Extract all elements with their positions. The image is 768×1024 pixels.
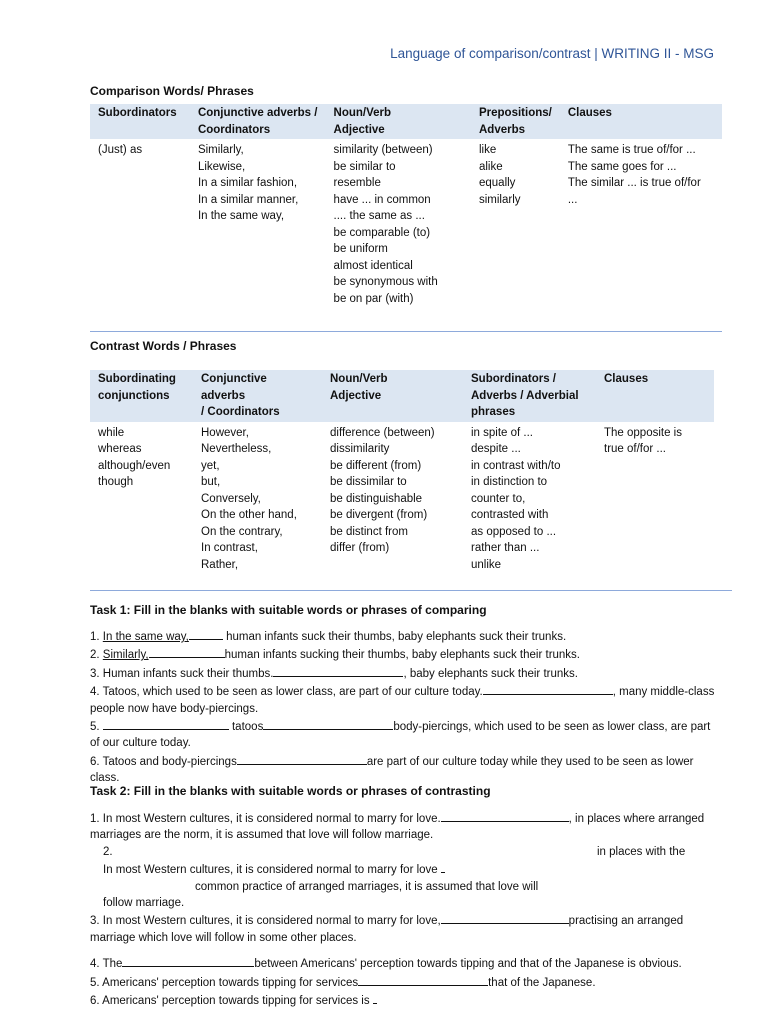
task2-body	[90, 809, 716, 1009]
task2-title: Task 2: Fill in the blanks with suitable words or phrases of contrasting	[90, 784, 491, 798]
contrast-table	[90, 370, 714, 573]
task1-blank-5a[interactable]	[103, 717, 229, 730]
task2-item-1: 1. In most Western cultures, it is considered normal to marry for love. , in places where arranged marriages are the norm, it is assumed that love will follow marriage.	[90, 809, 716, 844]
task1-answer-1: In the same way,	[102, 631, 189, 643]
task2-item-2: 2. in places with the	[103, 845, 686, 858]
task2-item-4: 4. The between Americans' perception towards tipping and that of the Japanese is obvious.	[90, 954, 716, 972]
contrast-header-row	[90, 370, 714, 422]
comparison-header-conjunctive: Conjunctive adverbs / Coordinators	[190, 104, 326, 139]
task1-item-3: 3. Human infants suck their thumbs. , baby elephants suck their trunks.	[90, 664, 716, 682]
contrast-title: Contrast Words / Phrases	[90, 339, 237, 353]
task1-item-5: 5. tatoos body-piercings, which used to be seen as lower class, are part of our culture today.	[90, 717, 716, 752]
comparison-cell-clauses: The same is true of/for ... The same goes for ... The similar ... is true of/for ...	[567, 144, 701, 206]
section-divider	[90, 331, 722, 332]
task2-item-3: 3. In most Western cultures, it is considered normal to marry for love, practising an arranged marriage which love will follow in some other places.	[90, 911, 716, 946]
contrast-cell-clauses: The opposite is true of/for ...	[604, 426, 682, 455]
contrast-header-subordinators-adverbs: Subordinators / Adverbs / Adverbial phrases	[463, 370, 596, 422]
document-header: Language of comparison/contrast | WRITING II - MSG	[390, 46, 714, 61]
comparison-cell-conjunctive: Similarly, Likewise, In a similar fashion, In a similar manner, In the same way,	[197, 144, 299, 222]
task1-answer-2: Similarly,	[102, 649, 149, 662]
task2-blank-4[interactable]	[122, 954, 254, 967]
comparison-header-row	[90, 104, 722, 139]
contrast-header-conjunctive: Conjunctive adverbs / Coordinators	[193, 370, 322, 422]
task2-blank-1[interactable]	[441, 809, 569, 822]
section-divider-2	[90, 590, 732, 591]
comparison-body-row	[90, 139, 722, 307]
task1-item-2: 2. Similarly, human infants sucking their thumbs, baby elephants suck their trunks.	[90, 645, 716, 663]
task2-blank-3[interactable]	[441, 911, 569, 924]
contrast-header-clauses: Clauses	[596, 370, 714, 422]
comparison-header-prepositions: Prepositions/ Adverbs	[471, 104, 560, 139]
contrast-cell-subordinators-adverbs: in spite of ... despite ... in contrast with/to in distinction to counter to, contrasted with as opposed to ... rather than ... unlike	[471, 426, 561, 571]
task1-blank-3[interactable]	[273, 664, 403, 677]
task1-blank-2[interactable]	[149, 645, 225, 658]
task2-blank-5[interactable]	[358, 973, 488, 986]
task1-blank-5b[interactable]	[263, 717, 393, 730]
task2-item-2-line2: common practice of arranged marriages, it is assumed that love will	[195, 880, 539, 893]
task1-item-1: 1. In the same way, human infants suck their thumbs, baby elephants suck their trunks.	[90, 627, 716, 645]
task2-item-2-line3: follow marriage.	[103, 897, 185, 910]
task1-blank-4[interactable]	[483, 682, 613, 695]
comparison-cell-noun-verb: similarity (between) be similar to resemble have ... in common .... the same as ... be comparable (to) be uniform almost identical be synonymous with be on par (with)	[333, 144, 438, 305]
task2-item-6: 6. Americans' perception towards tipping for services is	[90, 991, 716, 1009]
task1-body	[90, 627, 716, 787]
comparison-header-clauses: Clauses	[560, 104, 722, 139]
comparison-cell-subordinators: (Just) as	[98, 144, 143, 156]
comparison-title: Comparison Words/ Phrases	[90, 84, 254, 98]
task1-blank-1[interactable]	[189, 627, 223, 640]
contrast-cell-subordinating: while whereas although/even though	[98, 426, 171, 488]
task1-blank-6[interactable]	[237, 752, 367, 765]
contrast-cell-conjunctive: However, Nevertheless, yet, but, Conversely, On the other hand, On the contrary, In contrast, Rather,	[201, 426, 297, 571]
task1-item-6: 6. Tatoos and body-piercings are part of our culture today while they used to be seen as lower class.	[90, 752, 716, 787]
comparison-cell-prepositions: like alike equally similarly	[478, 144, 521, 206]
task2-blank-2[interactable]	[441, 860, 445, 873]
comparison-header-noun-verb: Noun/Verb Adjective	[326, 104, 471, 139]
contrast-header-subordinating: Subordinating conjunctions	[90, 370, 193, 422]
task2-blank-6[interactable]	[373, 991, 377, 1004]
task1-title: Task 1: Fill in the blanks with suitable words or phrases of comparing	[90, 603, 487, 617]
task2-item-2-line1: In most Western cultures, it is considered normal to marry for love	[90, 860, 716, 878]
task2-item-5: 5. Americans' perception towards tipping for services that of the Japanese.	[90, 973, 716, 991]
task1-item-4: 4. Tatoos, which used to be seen as lower class, are part of our culture today. , many middle-class people now have body-piercings.	[90, 682, 716, 717]
comparison-table	[90, 104, 722, 307]
contrast-cell-noun-verb: difference (between) dissimilarity be different (from) be dissimilar to be distinguishable be divergent (from) be distinct from differ (from)	[330, 426, 435, 554]
comparison-header-subordinators: Subordinators	[90, 104, 190, 139]
contrast-body-row	[90, 422, 714, 574]
contrast-header-noun-verb: Noun/Verb Adjective	[322, 370, 463, 422]
